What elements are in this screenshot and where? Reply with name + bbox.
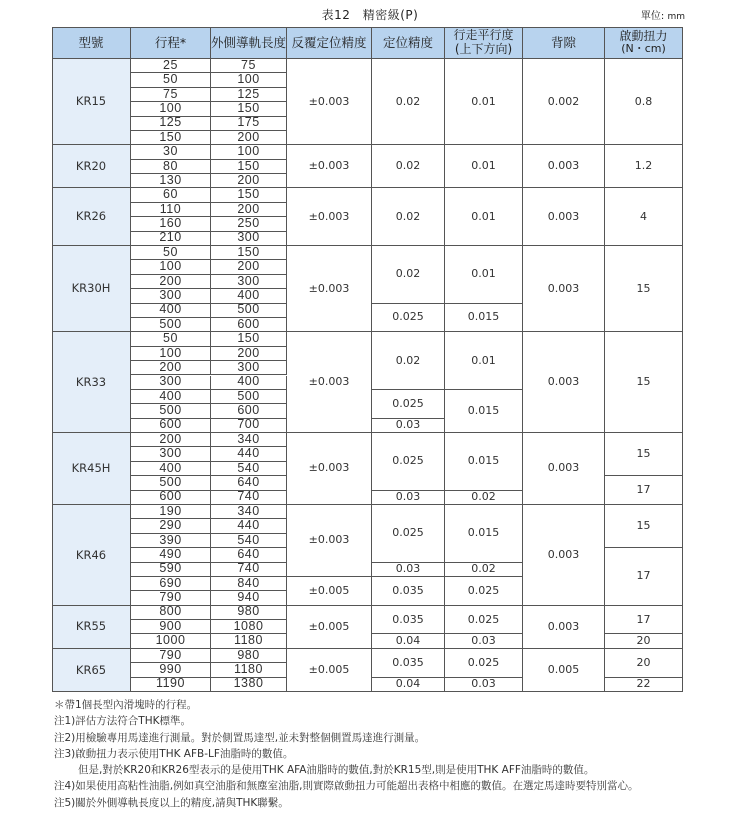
positioning-accuracy-cell: 0.025 — [372, 505, 445, 563]
header-torque — [605, 27, 683, 59]
stroke-cell: 80 — [131, 160, 211, 174]
repeat-accuracy-cell: ±0.005 — [287, 577, 372, 606]
stroke-cell: 50 — [131, 73, 211, 87]
rail-length-cell: 250 — [211, 217, 287, 231]
rail-length-cell: 840 — [211, 577, 287, 591]
stroke-cell: 60 — [131, 188, 211, 202]
footnote-5: 注5)關於外側導軌長度以上的精度,請與THK聯繫。 — [54, 796, 289, 809]
header-positioning-accuracy: 定位精度 — [372, 27, 445, 59]
stroke-cell: 990 — [131, 663, 211, 677]
parallelism-cell: 0.01 — [445, 145, 523, 188]
repeat-accuracy-cell: ±0.003 — [287, 505, 372, 577]
rail-length-cell: 340 — [211, 433, 287, 447]
model-cell: KR46 — [52, 505, 131, 606]
backlash-cell: 0.002 — [523, 59, 605, 145]
parallelism-cell: 0.015 — [445, 505, 523, 563]
backlash-cell: 0.005 — [523, 649, 605, 692]
torque-cell: 17 — [605, 606, 683, 635]
parallelism-cell: 0.01 — [445, 332, 523, 390]
rail-length-cell: 300 — [211, 232, 287, 246]
rail-length-cell: 500 — [211, 390, 287, 404]
stroke-cell: 300 — [131, 289, 211, 303]
model-cell: KR15 — [52, 59, 131, 145]
footnote-2: 注2)用檢驗專用馬達進行測量。對於側置馬達型,並未對整個側置馬達進行測量。 — [54, 731, 426, 744]
table-title — [0, 6, 740, 23]
parallelism-cell: 0.03 — [445, 634, 523, 648]
rail-length-cell: 150 — [211, 246, 287, 260]
backlash-cell: 0.003 — [523, 246, 605, 332]
rail-length-cell: 540 — [211, 462, 287, 476]
rail-length-cell: 600 — [211, 404, 287, 418]
rail-length-cell: 540 — [211, 534, 287, 548]
torque-cell: 15 — [605, 505, 683, 548]
model-cell: KR26 — [52, 188, 131, 246]
repeat-accuracy-cell: ±0.003 — [287, 188, 372, 246]
stroke-cell: 800 — [131, 606, 211, 620]
model-cell: KR45H — [52, 433, 131, 505]
positioning-accuracy-cell: 0.03 — [372, 563, 445, 577]
stroke-cell: 490 — [131, 548, 211, 562]
rail-length-cell: 740 — [211, 563, 287, 577]
rail-length-cell: 400 — [211, 289, 287, 303]
parallelism-cell: 0.025 — [445, 577, 523, 606]
rail-length-cell: 980 — [211, 606, 287, 620]
rail-length-cell: 1380 — [211, 678, 287, 692]
torque-cell: 1.2 — [605, 145, 683, 188]
backlash-cell: 0.003 — [523, 188, 605, 246]
stroke-cell: 290 — [131, 519, 211, 533]
torque-cell: 17 — [605, 476, 683, 505]
rail-length-cell: 700 — [211, 419, 287, 433]
torque-cell: 15 — [605, 246, 683, 332]
repeat-accuracy-cell: ±0.005 — [287, 649, 372, 692]
positioning-accuracy-cell: 0.02 — [372, 188, 445, 246]
stroke-cell: 125 — [131, 117, 211, 131]
repeat-accuracy-cell: ±0.003 — [287, 332, 372, 433]
unit-label — [641, 7, 685, 22]
header-backlash: 背隙 — [523, 27, 605, 59]
rail-length-cell: 980 — [211, 649, 287, 663]
torque-cell: 20 — [605, 649, 683, 678]
repeat-accuracy-cell: ±0.003 — [287, 145, 372, 188]
rail-length-cell: 440 — [211, 447, 287, 461]
stroke-cell: 110 — [131, 203, 211, 217]
repeat-accuracy-cell: ±0.003 — [287, 246, 372, 332]
rail-length-cell: 740 — [211, 491, 287, 505]
footnote-4: 注4)如果使用高粘性油脂,例如真空油脂和無塵室油脂,則實際啟動扭力可能超出表格中相應的數值。在選定馬達時要特別當心。 — [54, 780, 639, 793]
rail-length-cell: 300 — [211, 361, 287, 375]
unit-value: mm — [667, 12, 685, 22]
footnote-3-continued: 但是,對於KR20和KR26型表示的是使用THK AFA油脂時的數值,對於KR15型,則是使用THK AFF油脂時的數值。 — [78, 764, 595, 777]
stroke-cell: 100 — [131, 260, 211, 274]
stroke-cell: 200 — [131, 433, 211, 447]
precision-table — [52, 27, 683, 692]
stroke-cell: 790 — [131, 649, 211, 663]
stroke-cell: 600 — [131, 419, 211, 433]
positioning-accuracy-cell: 0.02 — [372, 59, 445, 145]
model-cell: KR33 — [52, 332, 131, 433]
rail-length-cell: 150 — [211, 332, 287, 346]
stroke-cell: 400 — [131, 462, 211, 476]
rail-length-cell: 940 — [211, 591, 287, 605]
backlash-cell: 0.003 — [523, 606, 605, 649]
stroke-cell: 590 — [131, 563, 211, 577]
footnotes — [54, 697, 638, 811]
stroke-cell: 100 — [131, 347, 211, 361]
header-parallelism — [445, 27, 523, 59]
parallelism-cell: 0.02 — [445, 491, 523, 505]
stroke-cell: 100 — [131, 102, 211, 116]
stroke-cell: 130 — [131, 174, 211, 188]
positioning-accuracy-cell: 0.035 — [372, 606, 445, 635]
torque-cell: 17 — [605, 548, 683, 606]
stroke-cell: 190 — [131, 505, 211, 519]
parallelism-cell: 0.025 — [445, 649, 523, 678]
repeat-accuracy-cell: ±0.003 — [287, 59, 372, 145]
positioning-accuracy-cell: 0.04 — [372, 678, 445, 692]
positioning-accuracy-cell: 0.03 — [372, 419, 445, 433]
positioning-accuracy-cell: 0.025 — [372, 304, 445, 333]
positioning-accuracy-cell: 0.04 — [372, 634, 445, 648]
rail-length-cell: 500 — [211, 304, 287, 318]
stroke-cell: 160 — [131, 217, 211, 231]
positioning-accuracy-cell: 0.025 — [372, 433, 445, 491]
table-number: 表12 — [321, 8, 351, 22]
header-model: 型號 — [52, 27, 131, 59]
rail-length-cell: 200 — [211, 131, 287, 145]
rail-length-cell: 150 — [211, 188, 287, 202]
rail-length-cell: 640 — [211, 548, 287, 562]
stroke-cell: 50 — [131, 246, 211, 260]
stroke-cell: 390 — [131, 534, 211, 548]
stroke-cell: 150 — [131, 131, 211, 145]
positioning-accuracy-cell: 0.035 — [372, 577, 445, 606]
rail-length-cell: 600 — [211, 318, 287, 332]
stroke-cell: 400 — [131, 304, 211, 318]
stroke-cell: 30 — [131, 145, 211, 159]
torque-cell: 20 — [605, 634, 683, 648]
rail-length-cell: 200 — [211, 203, 287, 217]
parallelism-cell: 0.015 — [445, 433, 523, 491]
stroke-cell: 1000 — [131, 634, 211, 648]
stroke-cell: 25 — [131, 59, 211, 73]
stroke-cell: 500 — [131, 318, 211, 332]
rail-length-cell: 400 — [211, 376, 287, 390]
stroke-cell: 200 — [131, 361, 211, 375]
torque-cell: 0.8 — [605, 59, 683, 145]
rail-length-cell: 150 — [211, 102, 287, 116]
rail-length-cell: 75 — [211, 59, 287, 73]
rail-length-cell: 200 — [211, 174, 287, 188]
positioning-accuracy-cell: 0.03 — [372, 491, 445, 505]
torque-cell: 22 — [605, 678, 683, 692]
parallelism-cell: 0.01 — [445, 59, 523, 145]
parallelism-cell: 0.02 — [445, 563, 523, 577]
rail-length-cell: 125 — [211, 88, 287, 102]
stroke-cell: 50 — [131, 332, 211, 346]
rail-length-cell: 1180 — [211, 634, 287, 648]
stroke-cell: 300 — [131, 376, 211, 390]
stroke-cell: 210 — [131, 232, 211, 246]
rail-length-cell: 1180 — [211, 663, 287, 677]
header-torque-line1: 啟動扭力 — [619, 28, 668, 43]
unit-prefix: 單位: — [640, 11, 665, 22]
model-cell: KR20 — [52, 145, 131, 188]
header-parallelism-line2: (上下方向) — [454, 41, 513, 56]
backlash-cell: 0.003 — [523, 505, 605, 606]
positioning-accuracy-cell: 0.035 — [372, 649, 445, 678]
model-cell: KR65 — [52, 649, 131, 692]
backlash-cell: 0.003 — [523, 433, 605, 505]
header-stroke: 行程* — [131, 27, 211, 59]
rail-length-cell: 200 — [211, 347, 287, 361]
parallelism-cell: 0.015 — [445, 390, 523, 433]
rail-length-cell: 440 — [211, 519, 287, 533]
positioning-accuracy-cell: 0.02 — [372, 332, 445, 390]
repeat-accuracy-cell: ±0.005 — [287, 606, 372, 649]
positioning-accuracy-cell: 0.02 — [372, 246, 445, 304]
rail-length-cell: 100 — [211, 145, 287, 159]
repeat-accuracy-cell: ±0.003 — [287, 433, 372, 505]
torque-cell: 4 — [605, 188, 683, 246]
stroke-cell: 900 — [131, 620, 211, 634]
rail-length-cell: 640 — [211, 476, 287, 490]
rail-length-cell: 150 — [211, 160, 287, 174]
stroke-cell: 1190 — [131, 678, 211, 692]
footnote-1: 注1)評估方法符合THK標準。 — [54, 715, 191, 728]
stroke-cell: 500 — [131, 476, 211, 490]
torque-cell: 15 — [605, 332, 683, 433]
stroke-cell: 400 — [131, 390, 211, 404]
positioning-accuracy-cell: 0.02 — [372, 145, 445, 188]
table-grade: 精密級(P) — [362, 8, 419, 22]
stroke-cell: 600 — [131, 491, 211, 505]
positioning-accuracy-cell: 0.025 — [372, 390, 445, 419]
rail-length-cell: 340 — [211, 505, 287, 519]
backlash-cell: 0.003 — [523, 332, 605, 433]
header-rail-length: 外側導軌長度 — [211, 27, 287, 59]
parallelism-cell: 0.025 — [445, 606, 523, 635]
header-parallelism-line1: 行走平行度 — [453, 28, 514, 43]
rail-length-cell: 175 — [211, 117, 287, 131]
stroke-cell: 75 — [131, 88, 211, 102]
stroke-cell: 500 — [131, 404, 211, 418]
torque-cell: 15 — [605, 433, 683, 476]
parallelism-cell: 0.01 — [445, 188, 523, 246]
stroke-cell: 200 — [131, 275, 211, 289]
stroke-cell: 300 — [131, 447, 211, 461]
header-torque-line2: (N・cm) — [621, 42, 666, 56]
footnote-3: 注3)啟動扭力表示使用THK AFB-LF油脂時的數值。 — [54, 747, 294, 760]
stroke-cell: 690 — [131, 577, 211, 591]
parallelism-cell: 0.01 — [445, 246, 523, 304]
rail-length-cell: 1080 — [211, 620, 287, 634]
model-cell: KR30H — [52, 246, 131, 332]
stroke-cell: 790 — [131, 591, 211, 605]
model-cell: KR55 — [52, 606, 131, 649]
footnote-stroke: ＊帶1個長型內滑塊時的行程。 — [54, 699, 198, 711]
rail-length-cell: 100 — [211, 73, 287, 87]
rail-length-cell: 200 — [211, 260, 287, 274]
header-repeat-accuracy: 反覆定位精度 — [287, 27, 372, 59]
parallelism-cell: 0.015 — [445, 304, 523, 333]
backlash-cell: 0.003 — [523, 145, 605, 188]
parallelism-cell: 0.03 — [445, 678, 523, 692]
rail-length-cell: 300 — [211, 275, 287, 289]
